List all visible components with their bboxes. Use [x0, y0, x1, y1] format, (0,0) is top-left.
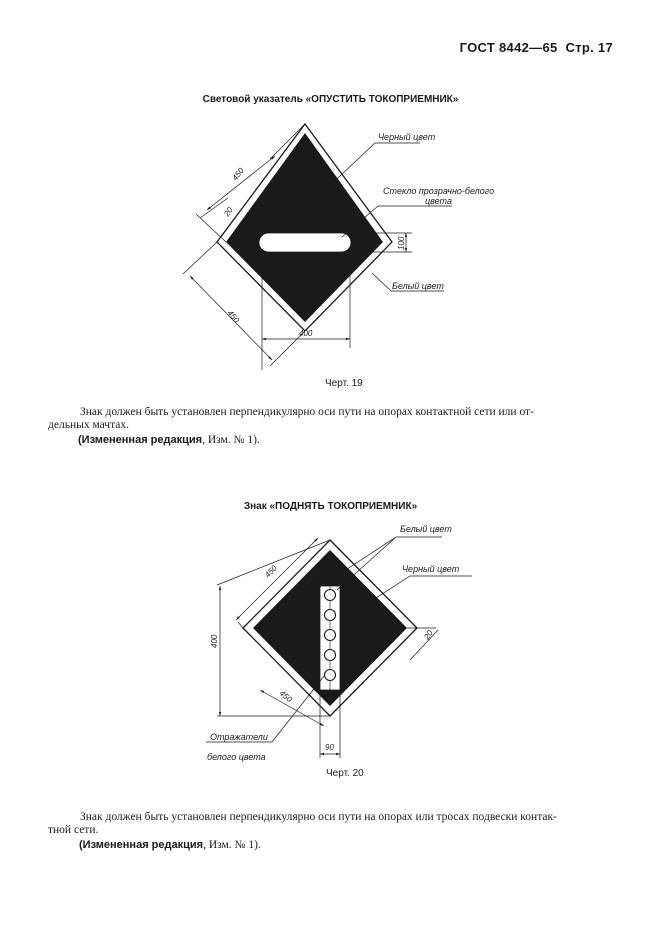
dim2-450-bottom: 450 [277, 688, 294, 705]
label2-reflectors-line2: белого цвета [207, 752, 266, 762]
dim2-450-top: 450 [263, 563, 279, 580]
figure-19-caption: Черт. 19 [325, 378, 363, 389]
sign-black-field [226, 133, 383, 322]
edit-note-1 [78, 434, 260, 446]
reflector-5 [325, 670, 336, 681]
horizontal-glass-slot [259, 233, 351, 252]
figure-20-drawing [206, 524, 472, 762]
label-black-color: Черный цвет [378, 132, 436, 142]
dim-450-bottom: 450 [225, 308, 241, 325]
figure-20-title: Знак «ПОДНЯТЬ ТОКОПРИЕМНИК» [243, 501, 418, 512]
reflector-3 [325, 630, 336, 641]
paragraph-1-line-2: дельных мачтах. [48, 419, 129, 431]
dim-450-top: 450 [230, 166, 246, 183]
edit-note-1-rest: , Изм. № 1). [202, 434, 260, 446]
dim2-20: 20 [422, 628, 435, 642]
edit-note-1-open: ( [78, 434, 82, 446]
label-white-color: Белый цвет [392, 281, 444, 291]
paragraph-1-line-1: Знак должен быть установлен перпендикулярно оси пути на опорах контактной сети или от- [80, 406, 534, 418]
label2-reflectors-line1: Отражатели [210, 732, 268, 742]
dim-400: 400 [299, 329, 313, 338]
paragraph-2-line-2: тной сети. [48, 824, 99, 836]
figure-19-drawing [183, 124, 494, 370]
edit-note-2-rest: , Изм. № 1). [203, 839, 261, 851]
edit-note-2-bold: Измененная редакция [82, 839, 204, 851]
dim2-400: 400 [210, 634, 219, 648]
dim2-90: 90 [325, 743, 334, 752]
dim-100: 100 [397, 236, 406, 250]
figure-19-title: Световой указатель «ОПУСТИТЬ ТОКОПРИЕМНИК» [202, 94, 459, 105]
reflector-1 [325, 590, 336, 601]
label2-white-color: Белый цвет [400, 524, 452, 534]
paragraph-2-line-1: Знак должен быть установлен перпендикулярно оси пути на опорах или тросах подвески контак- [80, 811, 557, 823]
edit-note-2 [79, 839, 261, 851]
reflector-4 [325, 650, 336, 661]
edit-note-1-bold: Измененная редакция [81, 434, 203, 446]
figure-20-caption: Черт. 20 [326, 768, 364, 779]
standard-number: ГОСТ 8442—65 [459, 40, 558, 55]
page-number: Стр. 17 [565, 40, 613, 55]
dim-20: 20 [222, 205, 235, 219]
reflector-2 [325, 610, 336, 621]
label2-black-color: Черный цвет [402, 564, 460, 574]
edit-note-2-open: ( [79, 839, 83, 851]
label-glass-line1: Стекло прозрачно-белого [383, 186, 495, 196]
label-glass-line2: цвета [425, 196, 452, 206]
